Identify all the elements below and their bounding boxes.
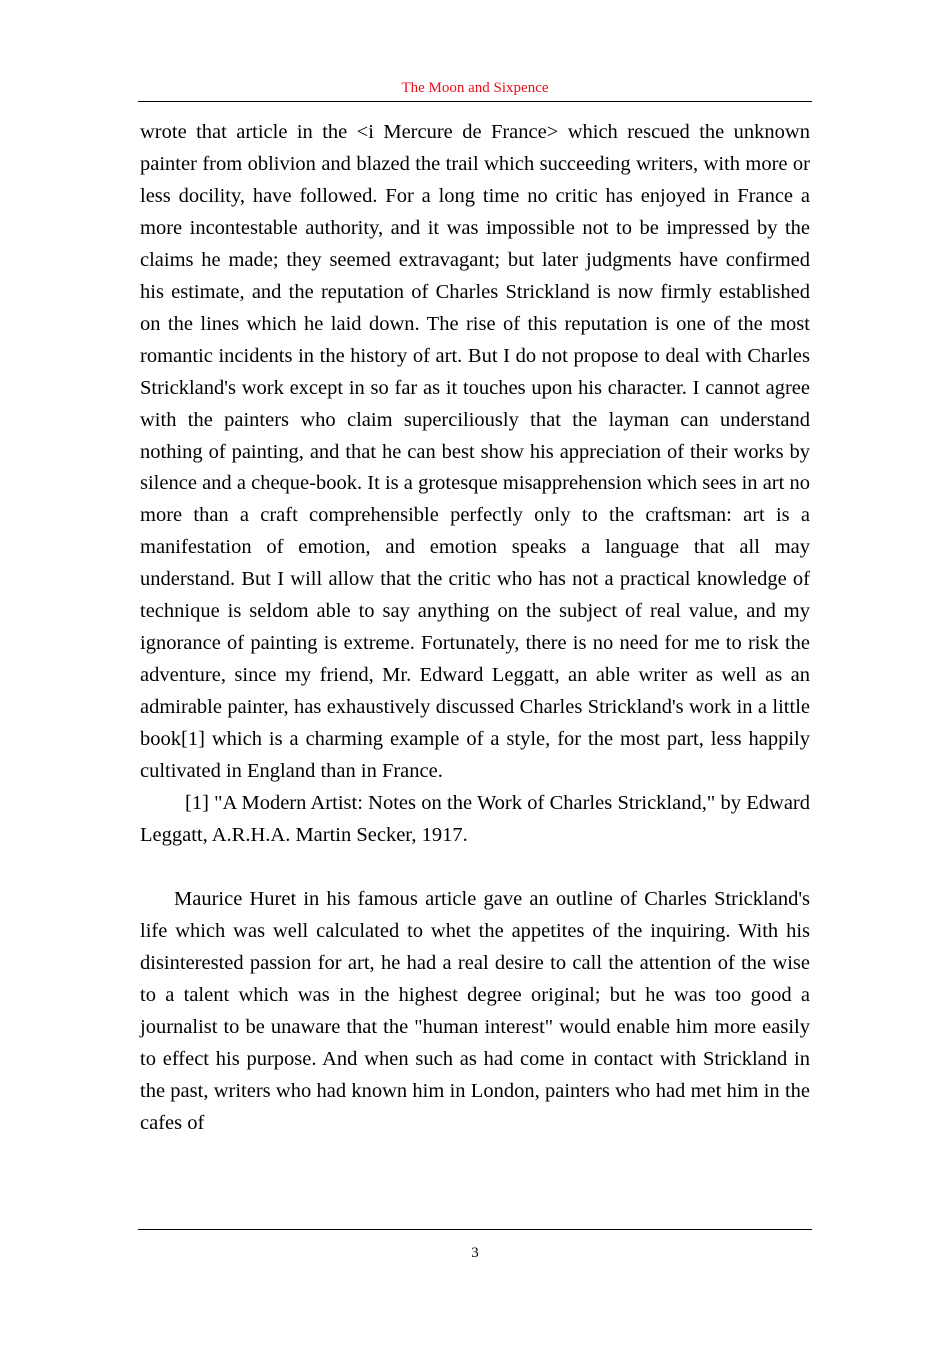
page-number: 3 xyxy=(471,1245,479,1261)
header-rule xyxy=(138,101,812,102)
running-header-title: The Moon and Sixpence xyxy=(401,80,549,96)
footer-rule xyxy=(138,1229,812,1230)
body-paragraph-continued: wrote that article in the <i Mercure de France> which rescued the unknown painter from oblivion and blazed the trail which succeeding writers, with more or less docility, have followed. For a long time no critic has enjoyed in France a more incontestable authority, and it was impossible not to be impressed by the claims he made; they seemed extravagant; but later judgments have confirmed his estimate, and the reputation of Charles Strickland is now firmly established on the lines which he laid down. The rise of this reputation is one of the most romantic incidents in the history of art. But I do not propose to deal with Charles Strickland's work except in so far as it touches upon his character. I cannot agree with the painters who claim superciliously that the layman can understand nothing of painting, and that he can best show his appreciation of their works by silence and a cheque-book. It is a grotesque misapprehension which sees in art no more than a craft comprehensible perfectly only to the craftsman: art is a manifestation of emotion, and emotion speaks a language that all may understand. But I will allow that the critic who has not a practical knowledge of technique is seldom able to say anything on the subject of real value, and my ignorance of painting is extreme. Fortunately, there is no need for me to risk the adventure, since my friend, Mr. Edward Leggatt, an able writer as well as an admirable painter, has exhaustively discussed Charles Strickland's work in a little book[1] which is a charming example of a style, for the most part, less happily cultivated in England than in France. xyxy=(140,121,810,783)
page-body xyxy=(140,117,810,1139)
body-paragraph-maurice-huret: Maurice Huret in his famous article gave an outline of Charles Strickland's life which was well calculated to whet the appetites of the inquiring. With his disinterested passion for art, he had a real desire to call the attention of the wise to a talent which was in the highest degree original; but he was too good a journalist to be unaware that the "human interest" would enable him more easily to effect his purpose. And when such as had come in contact with Strickland in the past, writers who had known him in London, painters who had met him in the cafes of xyxy=(140,887,810,1134)
footnote: [1] "A Modern Artist: Notes on the Work of Charles Strickland," by Edward Leggatt, A.R.H.A. Martin Secker, 1917. xyxy=(140,792,810,846)
